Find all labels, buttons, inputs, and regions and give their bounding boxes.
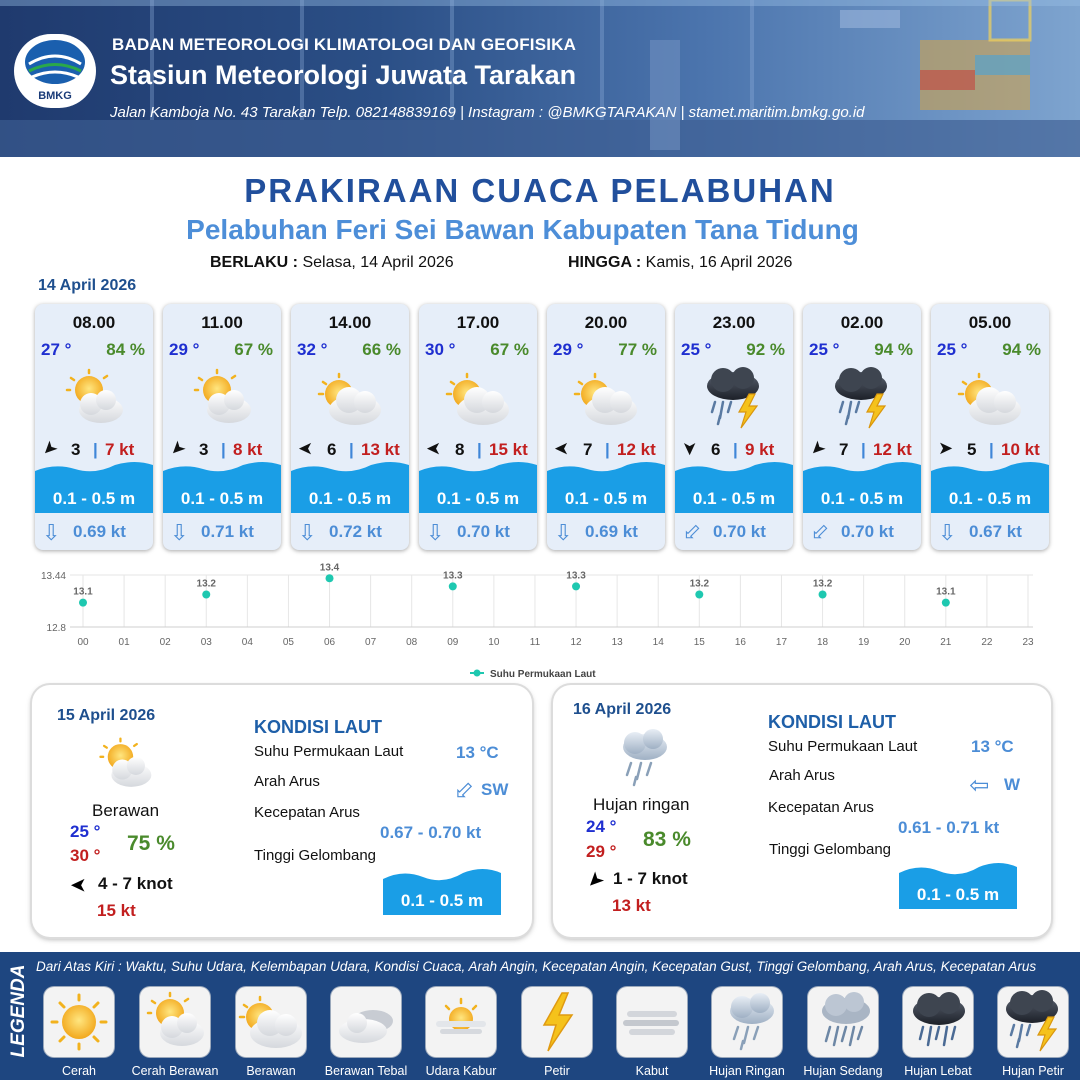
current-direction-icon: ⇩ [804, 517, 835, 549]
berawan-icon [315, 366, 385, 432]
forecast-card [675, 304, 793, 550]
x-tick-label: 18 [817, 637, 829, 648]
panel-wind: 1 - 7 knot [613, 869, 688, 888]
forecast-time: 17.00 [456, 313, 500, 332]
x-tick-label: 08 [406, 637, 418, 648]
air-temperature: 29 ° [553, 340, 584, 359]
legend-title [4, 960, 30, 1070]
page-subtitle: Pelabuhan Feri Sei Bawan Kabupaten Tana Tidung [186, 214, 859, 245]
berawan-icon [443, 366, 513, 432]
wave-height: 0.1 - 0.5 m [692, 489, 776, 508]
separator: | [605, 440, 610, 459]
current-direction-icon: ⇩ [964, 775, 992, 796]
hujan-petir-icon [827, 366, 897, 432]
day-panel-15-april [32, 685, 532, 937]
x-tick-label: 01 [118, 637, 130, 648]
forecast-card [35, 304, 153, 550]
gust-speed: 7 kt [105, 440, 135, 459]
panel-date: 16 April 2026 [573, 701, 672, 718]
current-speed: 0.69 kt [585, 522, 638, 541]
gust-speed: 8 kt [233, 440, 263, 459]
sst-label: Suhu Permukaan Laut [254, 743, 404, 760]
x-tick-label: 14 [652, 637, 664, 648]
legend-label: Hujan Ringan [709, 1064, 785, 1078]
cerah-berawan-icon [59, 366, 129, 432]
forecast-time: 02.00 [840, 313, 884, 332]
x-tick-label: 19 [858, 637, 870, 648]
data-label: 13.2 [812, 578, 833, 590]
wind-speed: 6 [711, 440, 721, 459]
humidity: 92 % [746, 340, 785, 359]
data-point [572, 582, 580, 590]
header-banner [0, 0, 1080, 157]
legend-icon-box [998, 987, 1068, 1057]
hujan-ringan-icon [605, 725, 675, 791]
current-speed-value: 0.67 - 0.70 kt [380, 823, 482, 842]
berawan-tebal-icon [331, 987, 401, 1057]
x-tick-label: 11 [529, 637, 541, 648]
wind-direction-icon: ➤ [680, 440, 701, 457]
legend-label: Kabut [635, 1064, 669, 1078]
x-tick-label: 04 [241, 637, 253, 648]
wind-direction-icon: ➤ [165, 436, 191, 462]
sst-value: 13 °C [456, 743, 499, 762]
wind-speed: 3 [199, 440, 209, 459]
current-direction-icon: ⇩ [426, 520, 445, 545]
forecast-card [931, 304, 1049, 550]
wave-height: 0.1 - 0.5 m [948, 489, 1032, 508]
panel-temp-min: 24 ° [586, 817, 617, 836]
bmkg-logo [14, 34, 96, 108]
berawan-icon [90, 735, 160, 795]
x-tick-label: 00 [77, 637, 89, 648]
legend-label: Hujan Sedang [803, 1064, 883, 1078]
gust-speed: 15 kt [489, 440, 528, 459]
forecast-card [803, 304, 921, 550]
legend-description: Dari Atas Kiri : Waktu, Suhu Udara, Kelembapan Udara, Kondisi Cuaca, Arah Angin, Kecepatan Angin, Kecepatan Gust, Tinggi Gelombang, Arah Arus, Kecepatan Arus [36, 959, 1037, 974]
panel-temp-max: 29 ° [586, 842, 617, 861]
sea-condition-title: KONDISI LAUT [768, 712, 896, 732]
legend-icon-box [522, 987, 592, 1057]
valid-to-value: Kamis, 16 April 2026 [645, 254, 793, 271]
sst-value: 13 °C [971, 737, 1014, 756]
panel-gust: 13 kt [612, 896, 651, 915]
humidity: 67 % [490, 340, 529, 359]
current-speed: 0.70 kt [457, 522, 510, 541]
berawan-icon [955, 366, 1025, 432]
humidity: 66 % [362, 340, 401, 359]
x-tick-label: 10 [488, 637, 500, 648]
current-dir-label: Arah Arus [254, 773, 320, 790]
cerah-berawan-icon [187, 366, 257, 432]
x-tick-label: 20 [899, 637, 911, 648]
humidity: 84 % [106, 340, 145, 359]
legend-icon-box [617, 987, 687, 1057]
legend-icon-box [426, 987, 496, 1057]
gust-speed: 13 kt [361, 440, 400, 459]
station-contact: Jalan Kamboja No. 43 Tarakan Telp. 082148839169 | Instagram : @BMKGTARAKAN | stamet.maritim.bmkg.go.id [110, 104, 865, 121]
data-point [79, 599, 87, 607]
legend-icon-box [140, 987, 210, 1057]
data-point [695, 591, 703, 599]
data-point [449, 582, 457, 590]
humidity: 77 % [618, 340, 657, 359]
panel-temp-max: 30 ° [70, 846, 101, 865]
legend-label: Petir [544, 1064, 570, 1078]
current-dir-value: SW [481, 780, 509, 799]
data-label: 13.1 [936, 586, 956, 598]
forecast-time: 08.00 [72, 313, 116, 332]
wave-height: 0.1 - 0.5 m [820, 489, 904, 508]
udara-kabur-icon [426, 987, 496, 1057]
legend-icon-box [236, 987, 306, 1057]
legend-label: Udara Kabur [425, 1064, 497, 1078]
data-label: 13.2 [196, 578, 216, 590]
bmkg-logo-text: BMKG [38, 90, 72, 102]
current-speed: 0.70 kt [713, 522, 766, 541]
data-point [942, 599, 950, 607]
x-tick-label: 23 [1022, 637, 1034, 648]
gust-speed: 12 kt [873, 440, 912, 459]
x-tick-label: 21 [940, 637, 952, 648]
separator: | [93, 440, 98, 459]
wave-value: 0.1 - 0.5 m [400, 891, 484, 910]
wind-speed: 7 [583, 440, 593, 459]
current-direction-icon: ⇩ [446, 774, 480, 809]
y-tick-label: 12.8 [46, 623, 66, 634]
data-point [202, 591, 210, 599]
x-tick-label: 02 [159, 637, 171, 648]
legend-label: Suhu Permukaan Laut [490, 669, 596, 680]
legend-icon-box [712, 987, 782, 1057]
petir-icon [522, 987, 592, 1057]
wave-height: 0.1 - 0.5 m [180, 489, 264, 508]
x-tick-label: 06 [323, 637, 336, 648]
separator: | [477, 440, 482, 459]
legend-title-text: LEGENDA [8, 964, 29, 1058]
legend-label: Cerah Berawan [131, 1064, 219, 1078]
wave-height: 0.1 - 0.5 m [436, 489, 520, 508]
wind-speed: 8 [455, 440, 465, 459]
data-label: 13.1 [73, 586, 93, 598]
legend-icon-box [808, 987, 878, 1057]
data-point [819, 591, 827, 599]
current-dir-label: Arah Arus [769, 767, 835, 784]
panel-humidity: 83 % [643, 828, 691, 851]
x-tick-label: 15 [693, 637, 705, 648]
humidity: 67 % [234, 340, 273, 359]
wind-direction-icon: ➤ [426, 439, 442, 459]
wave-height: 0.1 - 0.5 m [564, 489, 648, 508]
x-tick-label: 16 [734, 637, 746, 648]
berawan-icon [236, 987, 306, 1057]
hujan-petir-icon [699, 366, 769, 432]
x-tick-label: 12 [570, 637, 582, 648]
wind-direction-icon: ➤ [805, 436, 831, 462]
y-tick-label: 13.44 [40, 571, 66, 582]
air-temperature: 32 ° [297, 340, 328, 359]
panel-wind: 4 - 7 knot [98, 874, 173, 893]
sea-condition-title: KONDISI LAUT [254, 717, 382, 737]
page-title: PRAKIRAAN CUACA PELABUHAN [244, 172, 836, 209]
legend-label: Berawan Tebal [324, 1064, 408, 1078]
valid-to [568, 254, 792, 272]
current-speed: 0.70 kt [841, 522, 894, 541]
wave-label: Tinggi Gelombang [254, 847, 377, 864]
data-point [326, 574, 334, 582]
x-tick-label: 17 [775, 637, 788, 648]
berawan-icon [571, 366, 641, 432]
kabut-icon [617, 987, 687, 1057]
current-speed: 0.67 kt [969, 522, 1022, 541]
wind-speed: 7 [839, 440, 849, 459]
panel-weather: Berawan [92, 801, 160, 820]
wind-speed: 3 [71, 440, 81, 459]
panel-humidity: 75 % [127, 832, 175, 855]
panel-weather: Hujan ringan [593, 795, 690, 814]
forecast-card [419, 304, 537, 550]
air-temperature: 25 ° [681, 340, 712, 359]
wave-height: 0.1 - 0.5 m [52, 489, 136, 508]
hujan-petir-icon [998, 987, 1068, 1057]
wind-speed: 5 [967, 440, 977, 459]
valid-from-value: Selasa, 14 April 2026 [302, 254, 454, 271]
legend-marker [474, 670, 481, 677]
separator: | [221, 440, 226, 459]
legend-label: Hujan Petir [1002, 1064, 1064, 1078]
hujan-ringan-icon [712, 987, 782, 1057]
legend-label: Berawan [246, 1064, 296, 1078]
current-speed: 0.71 kt [201, 522, 254, 541]
air-temperature: 25 ° [809, 340, 840, 359]
air-temperature: 27 ° [41, 340, 72, 359]
x-tick-label: 09 [447, 637, 459, 648]
bmkg-logo-icon [14, 34, 96, 90]
wind-direction-icon: ➤ [298, 439, 314, 459]
current-speed-value: 0.61 - 0.71 kt [898, 818, 1000, 837]
current-speed: 0.72 kt [329, 522, 382, 541]
hujan-sedang-icon [808, 987, 878, 1057]
wind-direction-icon: ➤ [581, 866, 609, 894]
wave-value: 0.1 - 0.5 m [916, 885, 1000, 904]
wind-direction-icon: ➤ [70, 874, 87, 896]
forecast-card [163, 304, 281, 550]
data-label: 13.3 [443, 570, 463, 582]
humidity: 94 % [1002, 340, 1041, 359]
wind-direction-icon: ➤ [938, 438, 954, 458]
legend-icon-box [44, 987, 114, 1057]
panel-date: 15 April 2026 [57, 707, 156, 724]
forecast-card [547, 304, 665, 550]
forecast-time: 05.00 [968, 313, 1012, 332]
current-speed-label: Kecepatan Arus [254, 804, 360, 821]
current-direction-icon: ⇩ [554, 520, 573, 545]
forecast-date: 14 April 2026 [38, 277, 137, 294]
air-temperature: 25 ° [937, 340, 968, 359]
data-label: 13.2 [689, 578, 710, 590]
data-label: 13.3 [566, 570, 586, 582]
data-label: 13.4 [319, 562, 340, 574]
x-tick-label: 13 [611, 637, 623, 648]
wind-direction-icon: ➤ [37, 436, 63, 462]
forecast-card [291, 304, 409, 550]
panel-temp-min: 25 ° [70, 822, 101, 841]
humidity: 94 % [874, 340, 913, 359]
wind-speed: 6 [327, 440, 337, 459]
forecast-time: 20.00 [584, 313, 628, 332]
gust-speed: 9 kt [745, 440, 775, 459]
wind-direction-icon: ➤ [554, 439, 570, 459]
forecast-time: 23.00 [712, 313, 756, 332]
current-dir-value: W [1004, 775, 1021, 794]
gust-speed: 12 kt [617, 440, 656, 459]
separator: | [349, 440, 354, 459]
x-tick-label: 22 [981, 637, 993, 648]
legend-label: Hujan Lebat [904, 1064, 972, 1078]
valid-from-label: BERLAKU : [210, 254, 298, 271]
hujan-lebat-icon [903, 987, 973, 1057]
cerah-icon [44, 987, 114, 1057]
separator: | [733, 440, 738, 459]
current-direction-icon: ⇩ [676, 517, 707, 549]
forecast-time: 11.00 [201, 313, 243, 332]
organization-name: BADAN METEOROLOGI KLIMATOLOGI DAN GEOFISIKA [112, 35, 577, 54]
separator: | [989, 440, 994, 459]
current-direction-icon: ⇩ [170, 520, 189, 545]
cerah-berawan-icon [140, 987, 210, 1057]
sea-surface-temp-chart [0, 560, 1080, 685]
x-tick-label: 07 [365, 637, 377, 648]
legend-icon-box [331, 987, 401, 1057]
forecast-time: 14.00 [328, 313, 372, 332]
separator: | [861, 440, 866, 459]
panel-gust: 15 kt [97, 901, 136, 920]
x-tick-label: 05 [282, 637, 294, 648]
sst-label: Suhu Permukaan Laut [768, 738, 918, 755]
station-name: Stasiun Meteorologi Juwata Tarakan [110, 60, 577, 90]
current-direction-icon: ⇩ [938, 520, 957, 545]
day-panel-16-april [553, 685, 1051, 937]
valid-to-label: HINGGA : [568, 254, 642, 271]
legend-icon-box [903, 987, 973, 1057]
current-speed-label: Kecepatan Arus [768, 799, 874, 816]
valid-from [210, 254, 454, 272]
x-tick-label: 03 [200, 637, 212, 648]
wave-label: Tinggi Gelombang [769, 841, 892, 858]
current-direction-icon: ⇩ [298, 520, 317, 545]
gust-speed: 10 kt [1001, 440, 1040, 459]
current-speed: 0.69 kt [73, 522, 126, 541]
air-temperature: 29 ° [169, 340, 200, 359]
air-temperature: 30 ° [425, 340, 456, 359]
current-direction-icon: ⇩ [42, 520, 61, 545]
legend-label: Cerah [61, 1064, 97, 1078]
wave-height: 0.1 - 0.5 m [308, 489, 392, 508]
